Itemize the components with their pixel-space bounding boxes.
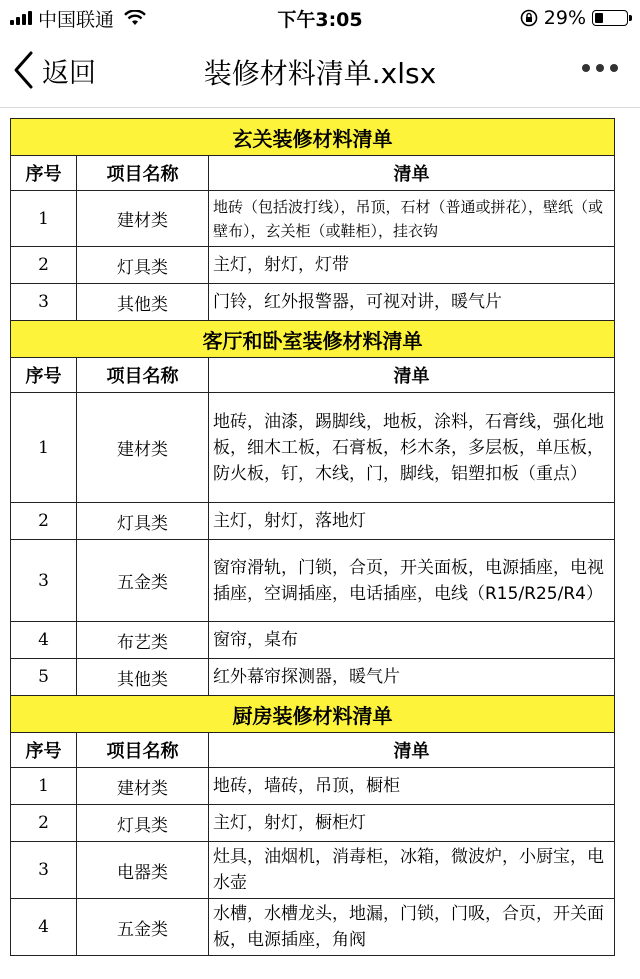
header-no[interactable]: 序号: [11, 358, 77, 393]
materials-table: [10, 118, 615, 956]
table-row: [11, 503, 615, 540]
battery-icon: [592, 10, 628, 26]
header-list[interactable]: 清单: [209, 156, 615, 191]
items-cell[interactable]: 窗帘，桌布: [209, 622, 615, 659]
back-label: 返回: [42, 57, 96, 89]
table-row: [11, 284, 615, 321]
items-cell[interactable]: 主灯，射灯，橱柜灯: [209, 805, 615, 842]
more-dot: [582, 64, 590, 72]
header-name[interactable]: 项目名称: [77, 156, 209, 191]
items-cell[interactable]: 地砖，墙砖，吊顶，橱柜: [209, 768, 615, 805]
row-number-cell[interactable]: 1: [11, 393, 77, 503]
page-title: 装修材料清单.xlsx: [203, 57, 437, 90]
row-number-cell[interactable]: 5: [11, 659, 77, 696]
row-number-cell[interactable]: 2: [11, 247, 77, 284]
items-cell[interactable]: 灶具，油烟机，消毒柜，冰箱，微波炉，小厨宝，电水壶: [209, 842, 615, 899]
header-row: [11, 733, 615, 768]
table-row: [11, 805, 615, 842]
table-row: [11, 768, 615, 805]
category-cell[interactable]: 五金类: [77, 540, 209, 622]
table-row: [11, 247, 615, 284]
row-number-cell[interactable]: 1: [11, 191, 77, 247]
table-row: [11, 899, 615, 956]
category-cell[interactable]: 布艺类: [77, 622, 209, 659]
items-cell[interactable]: 门铃，红外报警器，可视对讲，暖气片: [209, 284, 615, 321]
items-cell[interactable]: 红外幕帘探测器，暖气片: [209, 659, 615, 696]
header-list[interactable]: 清单: [209, 733, 615, 768]
spreadsheet[interactable]: [10, 118, 614, 956]
header-row: [11, 358, 615, 393]
clock: 下午3:05: [277, 8, 363, 31]
header-name[interactable]: 项目名称: [77, 733, 209, 768]
nav-bar: [0, 36, 640, 108]
status-bar: [0, 0, 640, 36]
header-row: [11, 156, 615, 191]
table-row: [11, 540, 615, 622]
items-cell[interactable]: 地砖，油漆，踢脚线，地板，涂料，石膏线，强化地板，细木工板，石膏板，杉木条，多层板，单压板，防火板，钉，木线，门，脚线，铝塑扣板（重点）: [209, 393, 615, 503]
category-cell[interactable]: 灯具类: [77, 503, 209, 540]
section-title[interactable]: 玄关装修材料清单: [11, 119, 615, 156]
section-title-row: [11, 696, 615, 733]
section-title[interactable]: 厨房装修材料清单: [11, 696, 615, 733]
category-cell[interactable]: 五金类: [77, 899, 209, 956]
row-number-cell[interactable]: 2: [11, 503, 77, 540]
items-cell[interactable]: 水槽，水槽龙头，地漏，门锁，门吸，合页，开关面板，电源插座，角阀: [209, 899, 615, 956]
row-number-cell[interactable]: 4: [11, 622, 77, 659]
items-cell[interactable]: 主灯，射灯，灯带: [209, 247, 615, 284]
table-row: [11, 842, 615, 899]
row-number-cell[interactable]: 3: [11, 540, 77, 622]
category-cell[interactable]: 建材类: [77, 393, 209, 503]
header-no[interactable]: 序号: [11, 733, 77, 768]
category-cell[interactable]: 灯具类: [77, 805, 209, 842]
section-title[interactable]: 客厅和卧室装修材料清单: [11, 321, 615, 358]
category-cell[interactable]: 灯具类: [77, 247, 209, 284]
category-cell[interactable]: 建材类: [77, 191, 209, 247]
category-cell[interactable]: 电器类: [77, 842, 209, 899]
header-list[interactable]: 清单: [209, 358, 615, 393]
table-row: [11, 659, 615, 696]
more-options-button[interactable]: [582, 64, 618, 72]
table-row: [11, 622, 615, 659]
section-title-row: [11, 321, 615, 358]
table-row: [11, 191, 615, 247]
category-cell[interactable]: 其他类: [77, 659, 209, 696]
table-row: [11, 393, 615, 503]
row-number-cell[interactable]: 4: [11, 899, 77, 956]
category-cell[interactable]: 建材类: [77, 768, 209, 805]
category-cell[interactable]: 其他类: [77, 284, 209, 321]
more-dot: [596, 64, 604, 72]
row-number-cell[interactable]: 3: [11, 842, 77, 899]
row-number-cell[interactable]: 3: [11, 284, 77, 321]
carrier-label: 中国联通: [38, 8, 115, 31]
battery-percent: 29%: [543, 7, 586, 29]
section-title-row: [11, 119, 615, 156]
row-number-cell[interactable]: 1: [11, 768, 77, 805]
row-number-cell[interactable]: 2: [11, 805, 77, 842]
items-cell[interactable]: 主灯，射灯，落地灯: [209, 503, 615, 540]
items-cell[interactable]: 窗帘滑轨，门锁，合页，开关面板，电源插座，电视插座，空调插座，电话插座，电线（R15/R25/R4）: [209, 540, 615, 622]
header-name[interactable]: 项目名称: [77, 358, 209, 393]
header-no[interactable]: 序号: [11, 156, 77, 191]
more-dot: [610, 64, 618, 72]
rotation-lock-icon: [520, 9, 538, 27]
items-cell[interactable]: 地砖（包括波打线），吊顶，石材（普通或拼花），壁纸（或壁布），玄关柜（或鞋柜），挂衣钩: [209, 191, 615, 247]
